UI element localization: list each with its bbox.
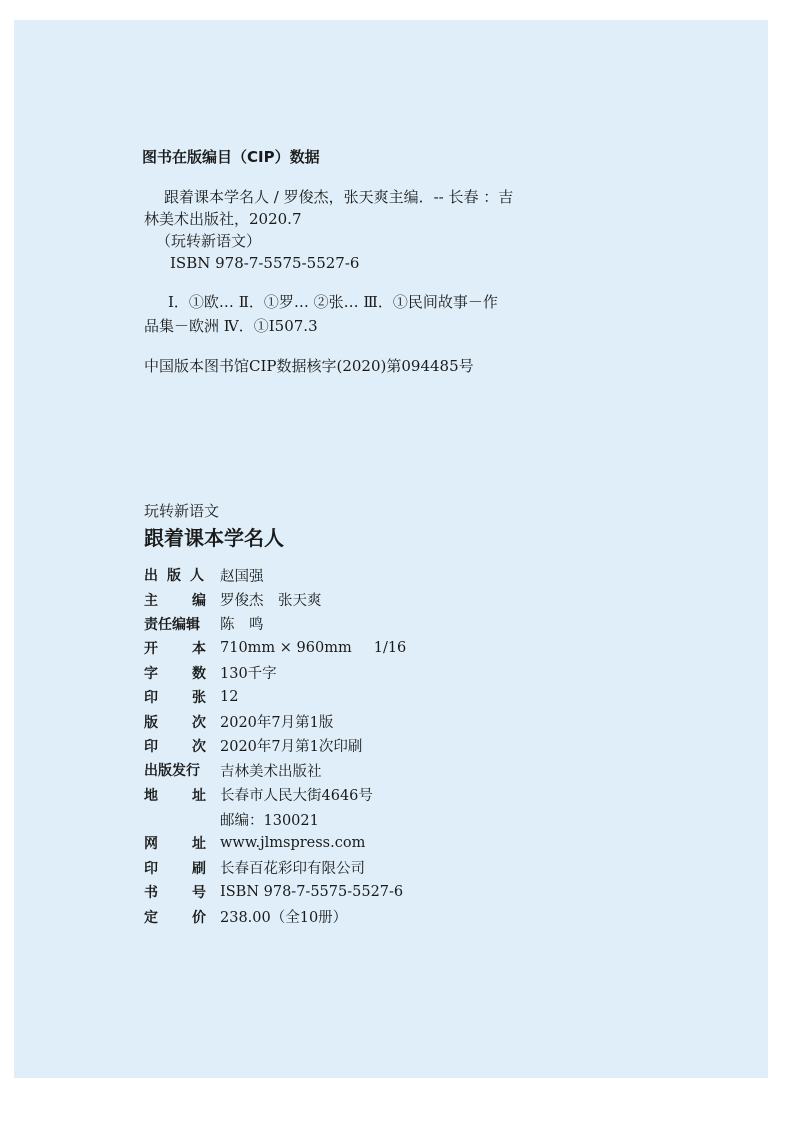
info-value: 邮编：130021 <box>220 812 319 829</box>
info-value: 罗俊杰 张天爽 <box>220 593 322 610</box>
copyright-page <box>14 20 768 1078</box>
info-value: 陈 鸣 <box>220 617 264 634</box>
info-label: 定 价 <box>144 909 206 926</box>
info-value: 2020年7月第1版 <box>220 715 334 732</box>
cip-series: （玩转新语文） <box>156 232 262 250</box>
book-series: 玩转新语文 <box>144 502 220 520</box>
cip-heading: 图书在版编目（CIP）数据 <box>142 148 320 166</box>
info-row-price <box>144 904 406 928</box>
info-value: 2020年7月第1次印刷 <box>220 739 363 756</box>
info-row-printer <box>144 856 406 880</box>
info-label: 地 址 <box>144 787 206 804</box>
info-row-format <box>144 636 406 660</box>
info-label: 字 数 <box>144 665 206 682</box>
info-row-printing <box>144 734 406 758</box>
info-value: 长春市人民大街4646号 <box>220 788 373 805</box>
info-value: 238.00（全10册） <box>220 910 348 927</box>
cip-check-number: 中国版本图书馆CIP数据核字(2020)第094485号 <box>144 357 474 375</box>
info-label: 网 址 <box>144 836 206 853</box>
info-row-distributor <box>144 758 406 782</box>
cip-main-line-2: 林美术出版社，2020.7 <box>144 210 302 228</box>
cip-classification-line-1: Ⅰ．①欧… Ⅱ．①罗… ②张… Ⅲ．①民间故事－作 <box>168 293 498 311</box>
info-value: 赵国强 <box>220 568 264 585</box>
info-row-publisher <box>144 563 406 587</box>
info-label: 出版发行 <box>144 763 200 780</box>
info-label: 印 刷 <box>144 860 206 877</box>
info-value: 吉林美术出版社 <box>220 763 322 780</box>
cip-main-line-1: 跟着课本学名人 / 罗俊杰，张天爽主编．-- 长春 ：吉 <box>164 188 514 206</box>
info-label: 书 号 <box>144 885 206 902</box>
info-row-editor <box>144 587 406 611</box>
info-value: 130千字 <box>220 666 277 683</box>
info-row-printed-sheets <box>144 685 406 709</box>
info-row-word-count <box>144 661 406 685</box>
info-row-isbn <box>144 880 406 904</box>
info-value: 710mm × 960mm 1/16 <box>220 640 407 657</box>
cip-classification-line-2: 品集－欧洲 Ⅳ．①I507.3 <box>144 317 318 335</box>
info-label: 出 版 人 <box>144 568 204 585</box>
info-row-responsible-editor <box>144 612 406 636</box>
info-row-postcode <box>144 807 406 831</box>
info-label: 版 次 <box>144 714 206 731</box>
info-label: 开 本 <box>144 641 206 658</box>
info-value: ISBN 978-7-5575-5527-6 <box>220 884 404 901</box>
info-label: 责任编辑 <box>144 616 200 633</box>
info-label: 印 次 <box>144 738 206 755</box>
info-value: 12 <box>220 689 239 706</box>
cip-isbn: ISBN 978-7-5575-5527-6 <box>170 254 360 272</box>
info-row-address <box>144 783 406 807</box>
info-value: 长春百花彩印有限公司 <box>220 861 365 878</box>
publication-info-table <box>144 563 406 929</box>
info-label: 主 编 <box>144 592 206 609</box>
book-title: 跟着课本学名人 <box>144 526 284 550</box>
info-row-website <box>144 831 406 855</box>
info-value: www.jlmspress.com <box>220 835 366 852</box>
info-label: 印 张 <box>144 690 206 707</box>
info-row-edition <box>144 709 406 733</box>
